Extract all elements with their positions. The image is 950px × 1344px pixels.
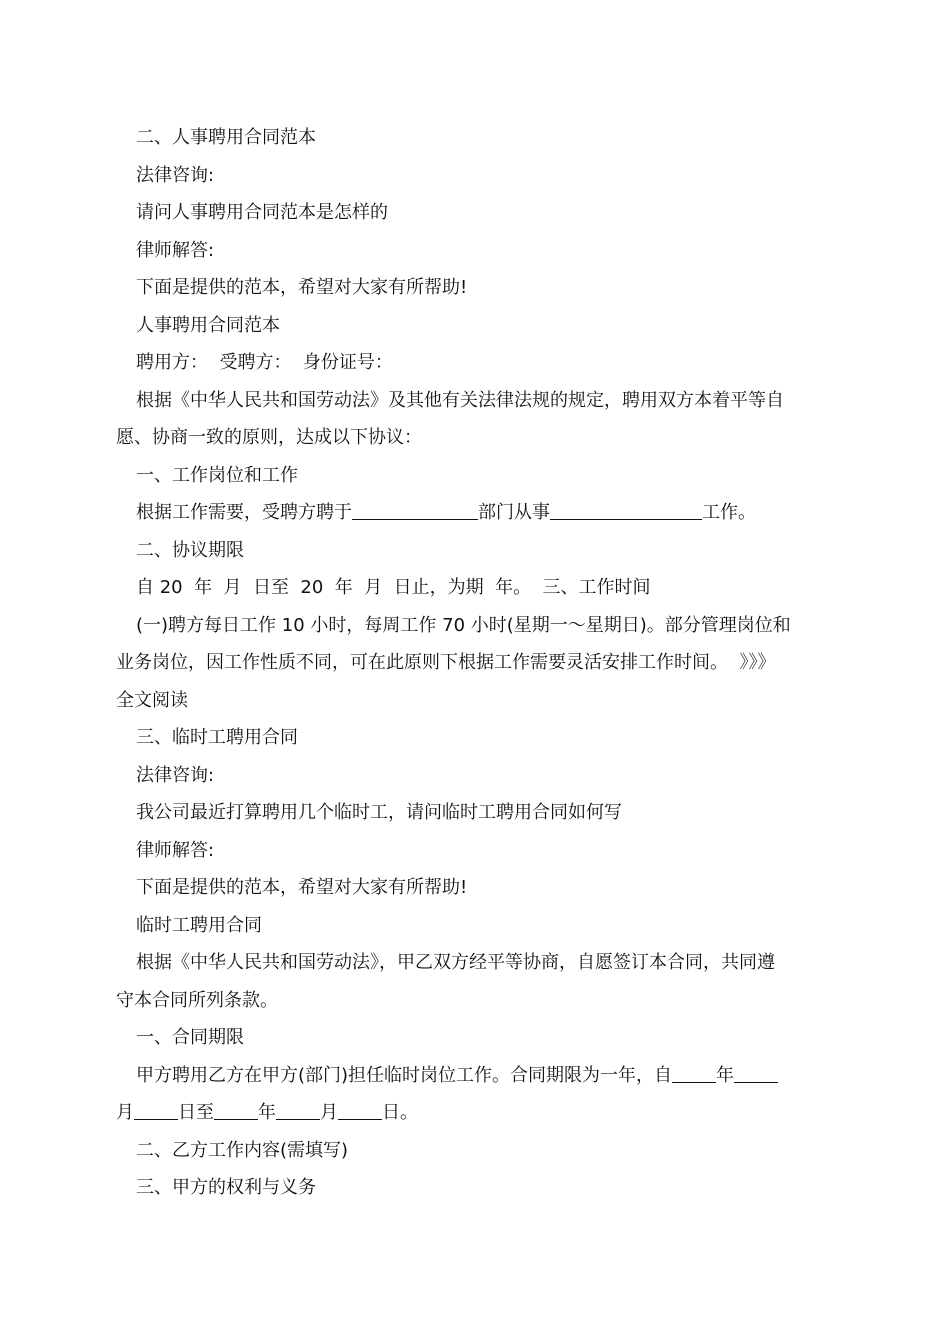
- consult-label: 法律咨询:: [136, 764, 215, 786]
- section-heading: 三、临时工聘用合同: [136, 727, 298, 748]
- clause-heading: 三、甲方的权利与义务: [136, 1177, 316, 1198]
- clause-heading: 二、协议期限: [136, 539, 244, 561]
- year-label: 年: [716, 1064, 735, 1086]
- answer-label: 律师解答:: [136, 839, 215, 861]
- answer-text: 下面是提供的范本，希望对大家有所帮助!: [136, 877, 468, 898]
- consult-question: 我公司最近打算聘用几个临时工，请问临时工聘用合同如何写: [136, 802, 622, 823]
- section-heading: 二、人事聘用合同范本: [136, 127, 316, 148]
- contract-intro-line-1: 根据《中华人民共和国劳动法》，甲乙双方经平等协商，自愿签订本合同，共同遵: [136, 952, 775, 973]
- start-year-blank[interactable]: [672, 1064, 716, 1083]
- contract-intro-line-2: 守本合同所列条款。: [116, 989, 278, 1011]
- day-end-label: 日。: [382, 1102, 418, 1123]
- month-label: 月: [116, 1102, 134, 1123]
- department-blank[interactable]: [352, 501, 478, 520]
- start-month-blank[interactable]: [734, 1064, 778, 1083]
- clause-heading: 一、工作岗位和工作: [136, 464, 298, 486]
- clause-term-text: 甲方聘用乙方在甲方(部门)担任临时岗位工作。合同期限为一年，自: [136, 1064, 673, 1086]
- answer-label: 律师解答:: [136, 239, 215, 261]
- clause-hours-line-2: 业务岗位，因工作性质不同，可在此原则下根据工作需要灵活安排工作时间。 》》》: [116, 652, 776, 673]
- contract-intro-line-2: 愿、协商一致的原则，达成以下协议：: [116, 427, 422, 448]
- document-body: [116, 119, 838, 1207]
- clause-hours-line-1: (一)聘方每日工作 10 小时，每周工作 70 小时(星期一～星期日)。部分管理岗位和: [136, 614, 791, 636]
- read-full-text-link[interactable]: 全文阅读: [116, 689, 188, 711]
- contract-intro-line-1: 根据《中华人民共和国劳动法》及其他有关法律法规的规定，聘用双方本着平等自: [136, 389, 784, 411]
- clause-term-line-1: [116, 1057, 838, 1095]
- contract-title: 人事聘用合同范本: [136, 314, 280, 336]
- clause-position-line: [116, 494, 838, 532]
- contract-title: 临时工聘用合同: [136, 914, 262, 936]
- day-to-label: 日至: [178, 1102, 214, 1123]
- clause-heading: 二、乙方工作内容(需填写): [136, 1139, 349, 1161]
- clause-position-text-c: 工作。: [702, 502, 756, 523]
- month-label: 月: [320, 1102, 338, 1123]
- contract-parties: 聘用方： 受聘方： 身份证号：: [136, 352, 393, 373]
- consult-question: 请问人事聘用合同范本是怎样的: [136, 202, 388, 223]
- end-year-blank[interactable]: [214, 1101, 258, 1120]
- clause-position-text-b: 部门从事: [478, 502, 550, 523]
- clause-term-line-2: [116, 1094, 838, 1132]
- start-day-blank[interactable]: [134, 1101, 178, 1120]
- job-blank[interactable]: [550, 501, 702, 520]
- clause-position-text-a: 根据工作需要，受聘方聘于: [136, 502, 352, 523]
- clause-term-line: 自 20 年 月 日至 20 年 月 日止，为期 年。 三、工作时间: [136, 577, 651, 598]
- year-label: 年: [258, 1102, 276, 1123]
- end-day-blank[interactable]: [338, 1101, 382, 1120]
- answer-text: 下面是提供的范本，希望对大家有所帮助!: [136, 277, 468, 298]
- end-month-blank[interactable]: [276, 1101, 320, 1120]
- clause-heading: 一、合同期限: [136, 1027, 244, 1048]
- consult-label: 法律咨询:: [136, 164, 215, 186]
